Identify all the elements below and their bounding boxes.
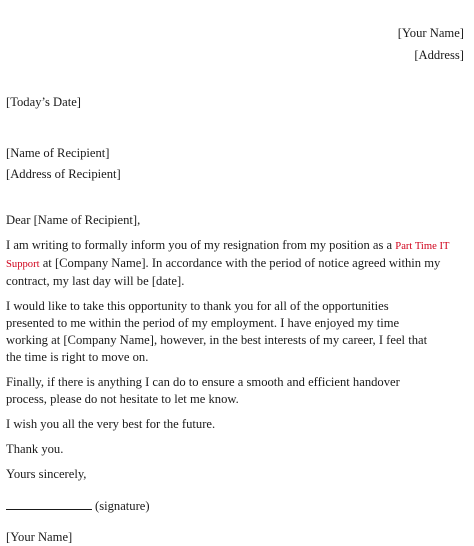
thanks-line: Thank you. xyxy=(6,442,64,456)
signature-row xyxy=(6,497,468,515)
letter-date: [Today’s Date] xyxy=(6,95,82,109)
salutation: Dear [Name of Recipient], xyxy=(6,213,141,227)
sender-block xyxy=(398,22,464,66)
paragraph-handover xyxy=(6,374,468,408)
paragraph-thanks-line-2: presented to me within the period of my employment. I have enjoyed my time xyxy=(6,316,400,330)
sender-name: [Your Name] xyxy=(397,26,464,40)
resignation-text-company: at [Company Name]. In accordance with the period of notice agreed within my xyxy=(39,256,441,270)
paragraph-resignation-line-2 xyxy=(6,255,468,273)
signature-label: (signature) xyxy=(95,499,150,513)
recipient-name: [Name of Recipient] xyxy=(6,146,110,160)
signoff-name: [Your Name] xyxy=(6,530,73,544)
job-title-highlight-cont: Support xyxy=(6,259,40,270)
job-title-highlight: Part Time IT xyxy=(395,241,450,252)
paragraph-thanks-line-3: working at [Company Name], however, in the best interests of my career, I feel that xyxy=(6,333,428,347)
sender-address: [Address] xyxy=(414,48,464,62)
letter xyxy=(6,0,468,544)
closing-line: Yours sincerely, xyxy=(6,467,87,481)
letter-body xyxy=(6,212,468,546)
paragraph-wishes: I wish you all the very best for the future. xyxy=(6,417,216,431)
paragraph-resignation-line-1 xyxy=(6,237,468,255)
signature-line xyxy=(6,497,92,510)
paragraph-handover-line-2: process, please do not hesitate to let me know. xyxy=(6,392,239,406)
paragraph-resignation-line-3: contract, my last day will be [date]. xyxy=(6,274,185,288)
paragraph-resignation xyxy=(6,237,468,290)
recipient-block xyxy=(6,143,121,185)
paragraph-handover-line-1: Finally, if there is anything I can do to ensure a smooth and efficient handover xyxy=(6,375,400,389)
paragraph-thanks-line-4: the time is right to move on. xyxy=(6,350,149,364)
paragraph-thanks-line-1: I would like to take this opportunity to thank you for all of the opportunities xyxy=(6,299,389,313)
recipient-address: [Address of Recipient] xyxy=(6,167,121,181)
paragraph-thanks xyxy=(6,298,468,366)
resignation-text-start: I am writing to formally inform you of my resignation from my position as a xyxy=(6,238,396,252)
